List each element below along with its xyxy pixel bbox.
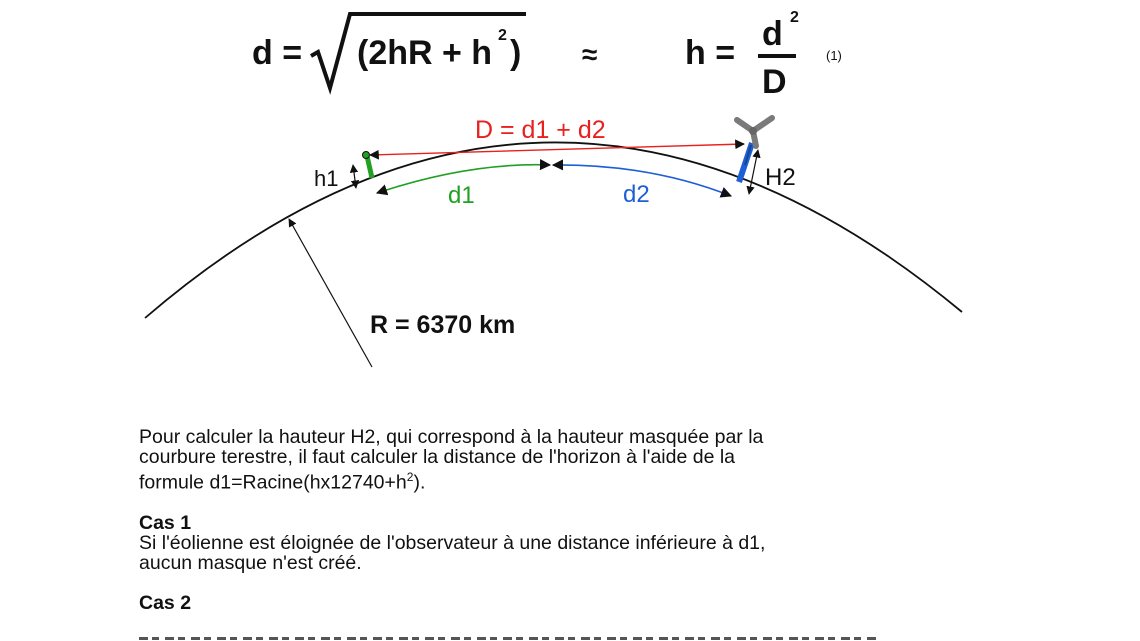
intro-line-2: courbure terestre, il faut calculer la distance de l'horizon à l'aide de la — [139, 446, 736, 468]
intro-line-3-suffix: ). — [413, 471, 426, 494]
intro-line-3-prefix: formule d1=Racine(hx12740+h — [139, 471, 407, 494]
h1-label: h1 — [314, 166, 339, 191]
formula-rhs-h: h = — [685, 34, 736, 72]
intro-line-3 — [139, 467, 939, 493]
formula — [252, 9, 842, 101]
case1-line-1: Si l'éolienne est éloignée de l'observateur à une distance inférieure à d1, — [139, 531, 766, 554]
intro-line-3-sup: 2 — [406, 470, 414, 484]
radius-label: R = 6370 km — [370, 311, 516, 339]
case2-cut-off-line — [139, 635, 879, 641]
case2-title: Cas 2 — [139, 591, 192, 614]
formula-frac-num: d — [762, 15, 783, 53]
formula-radicand-left: (2hR + h — [357, 34, 493, 72]
formula-ref: (1) — [826, 48, 842, 63]
explanation-text — [139, 427, 939, 613]
d2-label: d2 — [623, 181, 650, 208]
H2-label: H2 — [765, 164, 796, 191]
formula-frac-den: D — [762, 63, 787, 101]
formula-radicand-right: ) — [510, 34, 522, 72]
earth-surface-arc — [145, 142, 962, 318]
formula-lhs: d = — [252, 34, 303, 72]
distance-label: D = d1 + d2 — [475, 116, 606, 144]
intro-line-1: Pour calculer la hauteur H2, qui correspond à la hauteur masquée par la — [139, 426, 764, 448]
case1-title: Cas 1 — [139, 511, 192, 534]
case1-line-2: aucun masque n'est créé. — [139, 551, 362, 574]
formula-frac-sup: 2 — [790, 9, 799, 26]
formula-approx: ≈ — [582, 39, 598, 70]
radius-arrow — [289, 219, 372, 367]
formula-radicand-sup: 2 — [498, 27, 507, 44]
line-of-sight-D — [370, 144, 744, 155]
d1-label: d1 — [448, 182, 475, 209]
